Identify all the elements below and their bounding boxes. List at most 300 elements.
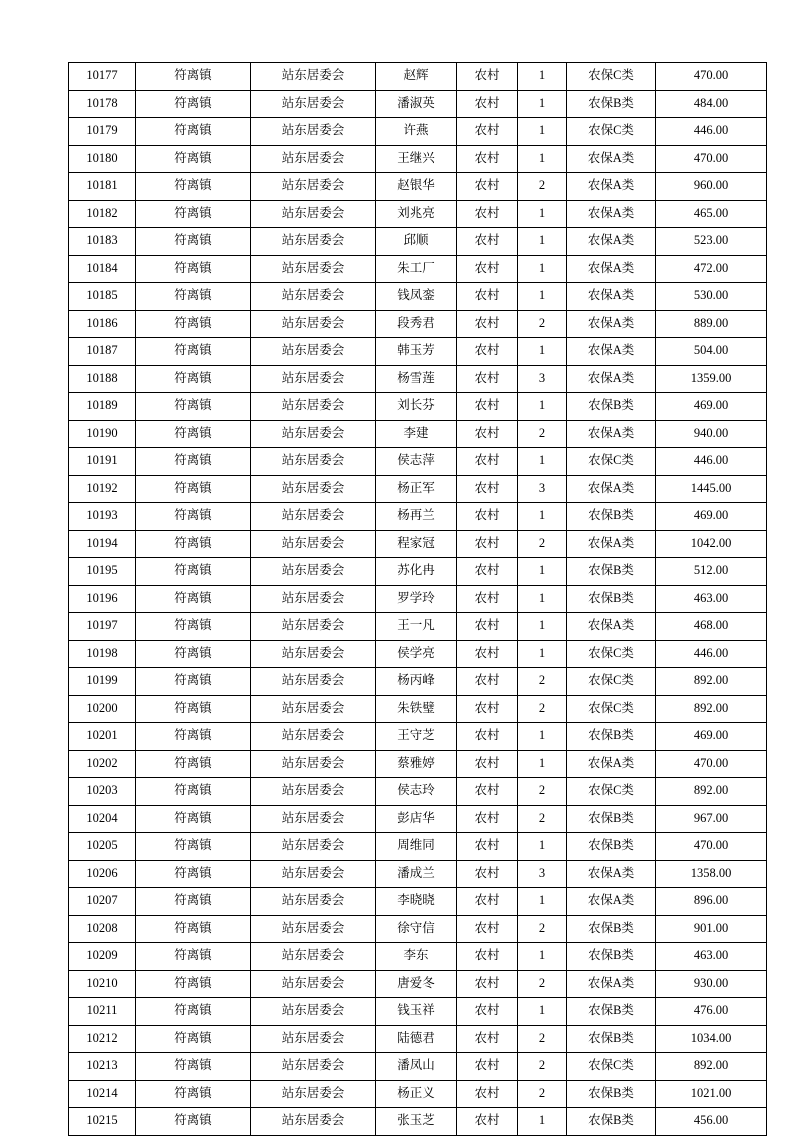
cell-people: 1	[518, 145, 567, 173]
cell-name: 杨雪莲	[376, 365, 457, 393]
cell-amount: 1034.00	[656, 1025, 767, 1053]
cell-id: 10190	[69, 420, 136, 448]
cell-household_type: 农村	[457, 970, 518, 998]
cell-id: 10213	[69, 1053, 136, 1081]
cell-household_type: 农村	[457, 283, 518, 311]
cell-village: 站东居委会	[251, 613, 376, 641]
cell-village: 站东居委会	[251, 338, 376, 366]
cell-people: 1	[518, 90, 567, 118]
cell-amount: 892.00	[656, 668, 767, 696]
cell-people: 1	[518, 640, 567, 668]
cell-name: 侯学亮	[376, 640, 457, 668]
cell-town: 符离镇	[136, 833, 251, 861]
cell-amount: 530.00	[656, 283, 767, 311]
cell-amount: 472.00	[656, 255, 767, 283]
cell-amount: 1358.00	[656, 860, 767, 888]
cell-name: 王一凡	[376, 613, 457, 641]
cell-household_type: 农村	[457, 420, 518, 448]
table-row	[69, 860, 767, 888]
cell-village: 站东居委会	[251, 668, 376, 696]
cell-village: 站东居委会	[251, 998, 376, 1026]
table-row	[69, 970, 767, 998]
cell-village: 站东居委会	[251, 393, 376, 421]
cell-category: 农保C类	[567, 668, 656, 696]
cell-town: 符离镇	[136, 503, 251, 531]
cell-people: 1	[518, 723, 567, 751]
table-row	[69, 695, 767, 723]
cell-amount: 470.00	[656, 63, 767, 91]
table-row	[69, 915, 767, 943]
cell-category: 农保B类	[567, 503, 656, 531]
cell-id: 10191	[69, 448, 136, 476]
cell-household_type: 农村	[457, 833, 518, 861]
cell-household_type: 农村	[457, 365, 518, 393]
cell-town: 符离镇	[136, 90, 251, 118]
table-row	[69, 200, 767, 228]
cell-household_type: 农村	[457, 750, 518, 778]
cell-household_type: 农村	[457, 613, 518, 641]
cell-name: 程家冠	[376, 530, 457, 558]
cell-category: 农保A类	[567, 228, 656, 256]
table-row	[69, 90, 767, 118]
cell-town: 符离镇	[136, 998, 251, 1026]
cell-amount: 967.00	[656, 805, 767, 833]
cell-category: 农保A类	[567, 530, 656, 558]
cell-category: 农保B类	[567, 585, 656, 613]
cell-town: 符离镇	[136, 255, 251, 283]
table-row	[69, 173, 767, 201]
cell-village: 站东居委会	[251, 778, 376, 806]
cell-household_type: 农村	[457, 1025, 518, 1053]
cell-people: 2	[518, 1025, 567, 1053]
cell-id: 10178	[69, 90, 136, 118]
cell-amount: 468.00	[656, 613, 767, 641]
cell-people: 2	[518, 1080, 567, 1108]
cell-town: 符离镇	[136, 943, 251, 971]
cell-people: 1	[518, 585, 567, 613]
cell-amount: 463.00	[656, 943, 767, 971]
cell-household_type: 农村	[457, 640, 518, 668]
cell-name: 侯志玲	[376, 778, 457, 806]
table-row	[69, 805, 767, 833]
cell-amount: 892.00	[656, 1053, 767, 1081]
cell-name: 彭店华	[376, 805, 457, 833]
cell-id: 10195	[69, 558, 136, 586]
cell-id: 10183	[69, 228, 136, 256]
cell-people: 1	[518, 118, 567, 146]
cell-category: 农保A类	[567, 420, 656, 448]
cell-town: 符离镇	[136, 695, 251, 723]
cell-amount: 469.00	[656, 393, 767, 421]
cell-category: 农保A类	[567, 200, 656, 228]
cell-people: 1	[518, 943, 567, 971]
cell-town: 符离镇	[136, 613, 251, 641]
cell-village: 站东居委会	[251, 888, 376, 916]
cell-category: 农保A类	[567, 338, 656, 366]
cell-amount: 469.00	[656, 723, 767, 751]
table-row	[69, 475, 767, 503]
cell-amount: 469.00	[656, 503, 767, 531]
cell-village: 站东居委会	[251, 1025, 376, 1053]
cell-amount: 465.00	[656, 200, 767, 228]
cell-town: 符离镇	[136, 888, 251, 916]
table-row	[69, 668, 767, 696]
cell-people: 1	[518, 228, 567, 256]
cell-village: 站东居委会	[251, 585, 376, 613]
table-row	[69, 365, 767, 393]
cell-name: 朱铁璧	[376, 695, 457, 723]
cell-town: 符离镇	[136, 228, 251, 256]
cell-town: 符离镇	[136, 723, 251, 751]
cell-people: 2	[518, 530, 567, 558]
cell-town: 符离镇	[136, 860, 251, 888]
cell-amount: 1021.00	[656, 1080, 767, 1108]
cell-name: 蔡雅婷	[376, 750, 457, 778]
cell-name: 许燕	[376, 118, 457, 146]
cell-amount: 1042.00	[656, 530, 767, 558]
cell-category: 农保B类	[567, 90, 656, 118]
cell-id: 10205	[69, 833, 136, 861]
cell-people: 1	[518, 283, 567, 311]
cell-household_type: 农村	[457, 558, 518, 586]
cell-name: 苏化冉	[376, 558, 457, 586]
cell-town: 符离镇	[136, 970, 251, 998]
cell-household_type: 农村	[457, 310, 518, 338]
cell-category: 农保B类	[567, 1108, 656, 1136]
cell-id: 10202	[69, 750, 136, 778]
cell-village: 站东居委会	[251, 1053, 376, 1081]
cell-town: 符离镇	[136, 118, 251, 146]
cell-household_type: 农村	[457, 200, 518, 228]
cell-village: 站东居委会	[251, 640, 376, 668]
cell-town: 符离镇	[136, 1025, 251, 1053]
cell-id: 10208	[69, 915, 136, 943]
cell-category: 农保B类	[567, 833, 656, 861]
cell-name: 刘兆亮	[376, 200, 457, 228]
cell-village: 站东居委会	[251, 145, 376, 173]
cell-village: 站东居委会	[251, 503, 376, 531]
cell-category: 农保A类	[567, 365, 656, 393]
cell-town: 符离镇	[136, 1080, 251, 1108]
cell-id: 10210	[69, 970, 136, 998]
cell-id: 10196	[69, 585, 136, 613]
cell-village: 站东居委会	[251, 200, 376, 228]
cell-name: 侯志萍	[376, 448, 457, 476]
cell-household_type: 农村	[457, 805, 518, 833]
cell-town: 符离镇	[136, 668, 251, 696]
cell-id: 10204	[69, 805, 136, 833]
cell-people: 2	[518, 310, 567, 338]
table-row	[69, 558, 767, 586]
table-row	[69, 393, 767, 421]
cell-people: 2	[518, 805, 567, 833]
cell-category: 农保A类	[567, 310, 656, 338]
cell-town: 符离镇	[136, 310, 251, 338]
cell-name: 杨再兰	[376, 503, 457, 531]
cell-name: 王守芝	[376, 723, 457, 751]
cell-amount: 960.00	[656, 173, 767, 201]
cell-village: 站东居委会	[251, 310, 376, 338]
cell-village: 站东居委会	[251, 118, 376, 146]
cell-town: 符离镇	[136, 283, 251, 311]
table-row	[69, 338, 767, 366]
cell-town: 符离镇	[136, 915, 251, 943]
cell-household_type: 农村	[457, 173, 518, 201]
cell-town: 符离镇	[136, 145, 251, 173]
cell-id: 10179	[69, 118, 136, 146]
table-row	[69, 1080, 767, 1108]
cell-village: 站东居委会	[251, 915, 376, 943]
cell-people: 2	[518, 173, 567, 201]
cell-town: 符离镇	[136, 585, 251, 613]
cell-id: 10199	[69, 668, 136, 696]
cell-town: 符离镇	[136, 805, 251, 833]
cell-id: 10212	[69, 1025, 136, 1053]
cell-name: 钱凤銮	[376, 283, 457, 311]
cell-name: 李建	[376, 420, 457, 448]
cell-household_type: 农村	[457, 475, 518, 503]
table-row	[69, 63, 767, 91]
cell-town: 符离镇	[136, 365, 251, 393]
cell-category: 农保A类	[567, 613, 656, 641]
table-body	[69, 63, 767, 1136]
cell-name: 张玉芝	[376, 1108, 457, 1136]
cell-town: 符离镇	[136, 420, 251, 448]
cell-village: 站东居委会	[251, 283, 376, 311]
cell-category: 农保A类	[567, 255, 656, 283]
cell-name: 韩玉芳	[376, 338, 457, 366]
cell-village: 站东居委会	[251, 228, 376, 256]
cell-amount: 1359.00	[656, 365, 767, 393]
cell-name: 唐爱冬	[376, 970, 457, 998]
cell-category: 农保C类	[567, 695, 656, 723]
cell-amount: 1445.00	[656, 475, 767, 503]
cell-name: 邱顺	[376, 228, 457, 256]
cell-people: 2	[518, 970, 567, 998]
cell-id: 10180	[69, 145, 136, 173]
cell-amount: 512.00	[656, 558, 767, 586]
table-row	[69, 503, 767, 531]
cell-category: 农保B类	[567, 943, 656, 971]
cell-people: 1	[518, 888, 567, 916]
cell-id: 10189	[69, 393, 136, 421]
table-row	[69, 998, 767, 1026]
cell-people: 1	[518, 998, 567, 1026]
table-row	[69, 1108, 767, 1136]
cell-amount: 896.00	[656, 888, 767, 916]
cell-id: 10201	[69, 723, 136, 751]
cell-id: 10207	[69, 888, 136, 916]
cell-village: 站东居委会	[251, 805, 376, 833]
cell-amount: 456.00	[656, 1108, 767, 1136]
cell-village: 站东居委会	[251, 1080, 376, 1108]
cell-people: 1	[518, 1108, 567, 1136]
table-row	[69, 530, 767, 558]
cell-village: 站东居委会	[251, 365, 376, 393]
cell-town: 符离镇	[136, 1053, 251, 1081]
cell-category: 农保C类	[567, 778, 656, 806]
cell-people: 1	[518, 558, 567, 586]
cell-amount: 476.00	[656, 998, 767, 1026]
cell-category: 农保B类	[567, 1025, 656, 1053]
cell-category: 农保B类	[567, 393, 656, 421]
table-row	[69, 943, 767, 971]
cell-people: 3	[518, 475, 567, 503]
cell-amount: 470.00	[656, 750, 767, 778]
cell-household_type: 农村	[457, 90, 518, 118]
cell-village: 站东居委会	[251, 90, 376, 118]
cell-category: 农保B类	[567, 558, 656, 586]
table-row	[69, 888, 767, 916]
table-row	[69, 1025, 767, 1053]
cell-category: 农保A类	[567, 283, 656, 311]
cell-household_type: 农村	[457, 118, 518, 146]
cell-id: 10203	[69, 778, 136, 806]
cell-town: 符离镇	[136, 530, 251, 558]
cell-household_type: 农村	[457, 1053, 518, 1081]
table-row	[69, 283, 767, 311]
table-row	[69, 448, 767, 476]
cell-category: 农保C类	[567, 640, 656, 668]
cell-household_type: 农村	[457, 723, 518, 751]
cell-household_type: 农村	[457, 1080, 518, 1108]
cell-name: 潘凤山	[376, 1053, 457, 1081]
table-row	[69, 255, 767, 283]
cell-id: 10187	[69, 338, 136, 366]
cell-amount: 930.00	[656, 970, 767, 998]
cell-id: 10215	[69, 1108, 136, 1136]
cell-amount: 446.00	[656, 640, 767, 668]
cell-amount: 446.00	[656, 448, 767, 476]
cell-household_type: 农村	[457, 668, 518, 696]
cell-name: 罗学玲	[376, 585, 457, 613]
table-row	[69, 585, 767, 613]
table-row	[69, 723, 767, 751]
cell-household_type: 农村	[457, 778, 518, 806]
cell-people: 3	[518, 860, 567, 888]
cell-household_type: 农村	[457, 998, 518, 1026]
cell-category: 农保C类	[567, 1053, 656, 1081]
cell-amount: 892.00	[656, 695, 767, 723]
cell-household_type: 农村	[457, 255, 518, 283]
cell-village: 站东居委会	[251, 255, 376, 283]
cell-id: 10194	[69, 530, 136, 558]
table-row	[69, 1053, 767, 1081]
cell-amount: 470.00	[656, 833, 767, 861]
cell-town: 符离镇	[136, 63, 251, 91]
cell-category: 农保A类	[567, 860, 656, 888]
cell-household_type: 农村	[457, 145, 518, 173]
table-row	[69, 420, 767, 448]
cell-name: 周维同	[376, 833, 457, 861]
table-row	[69, 640, 767, 668]
cell-id: 10193	[69, 503, 136, 531]
cell-household_type: 农村	[457, 860, 518, 888]
cell-category: 农保B类	[567, 805, 656, 833]
cell-people: 1	[518, 338, 567, 366]
cell-town: 符离镇	[136, 173, 251, 201]
cell-village: 站东居委会	[251, 475, 376, 503]
cell-household_type: 农村	[457, 393, 518, 421]
cell-people: 1	[518, 448, 567, 476]
cell-name: 刘长芬	[376, 393, 457, 421]
cell-people: 1	[518, 200, 567, 228]
cell-name: 陆德君	[376, 1025, 457, 1053]
cell-town: 符离镇	[136, 475, 251, 503]
cell-village: 站东居委会	[251, 943, 376, 971]
cell-amount: 446.00	[656, 118, 767, 146]
cell-people: 1	[518, 393, 567, 421]
cell-category: 农保C类	[567, 118, 656, 146]
cell-amount: 889.00	[656, 310, 767, 338]
cell-id: 10186	[69, 310, 136, 338]
cell-village: 站东居委会	[251, 970, 376, 998]
cell-town: 符离镇	[136, 640, 251, 668]
cell-category: 农保B类	[567, 723, 656, 751]
cell-name: 杨正义	[376, 1080, 457, 1108]
cell-name: 赵银华	[376, 173, 457, 201]
cell-name: 潘成兰	[376, 860, 457, 888]
cell-id: 10184	[69, 255, 136, 283]
cell-amount: 504.00	[656, 338, 767, 366]
cell-category: 农保A类	[567, 970, 656, 998]
cell-id: 10214	[69, 1080, 136, 1108]
cell-name: 潘淑英	[376, 90, 457, 118]
cell-village: 站东居委会	[251, 173, 376, 201]
cell-name: 赵辉	[376, 63, 457, 91]
cell-household_type: 农村	[457, 448, 518, 476]
cell-name: 王继兴	[376, 145, 457, 173]
cell-id: 10197	[69, 613, 136, 641]
cell-people: 2	[518, 1053, 567, 1081]
subsidy-table	[68, 62, 767, 1136]
cell-household_type: 农村	[457, 585, 518, 613]
cell-village: 站东居委会	[251, 558, 376, 586]
cell-category: 农保A类	[567, 475, 656, 503]
cell-people: 1	[518, 750, 567, 778]
cell-people: 2	[518, 668, 567, 696]
cell-name: 段秀君	[376, 310, 457, 338]
table-row	[69, 833, 767, 861]
cell-amount: 892.00	[656, 778, 767, 806]
cell-category: 农保B类	[567, 998, 656, 1026]
cell-household_type: 农村	[457, 915, 518, 943]
cell-village: 站东居委会	[251, 1108, 376, 1136]
cell-town: 符离镇	[136, 778, 251, 806]
cell-category: 农保B类	[567, 1080, 656, 1108]
cell-name: 李东	[376, 943, 457, 971]
cell-amount: 901.00	[656, 915, 767, 943]
cell-id: 10200	[69, 695, 136, 723]
cell-id: 10206	[69, 860, 136, 888]
table-row	[69, 750, 767, 778]
cell-household_type: 农村	[457, 228, 518, 256]
cell-town: 符离镇	[136, 448, 251, 476]
cell-household_type: 农村	[457, 503, 518, 531]
cell-category: 农保C类	[567, 448, 656, 476]
cell-category: 农保A类	[567, 145, 656, 173]
cell-name: 朱工厂	[376, 255, 457, 283]
cell-name: 钱玉祥	[376, 998, 457, 1026]
cell-amount: 523.00	[656, 228, 767, 256]
cell-people: 1	[518, 833, 567, 861]
cell-id: 10182	[69, 200, 136, 228]
cell-name: 杨丙峰	[376, 668, 457, 696]
table-row	[69, 118, 767, 146]
table-row	[69, 228, 767, 256]
cell-id: 10188	[69, 365, 136, 393]
cell-id: 10177	[69, 63, 136, 91]
